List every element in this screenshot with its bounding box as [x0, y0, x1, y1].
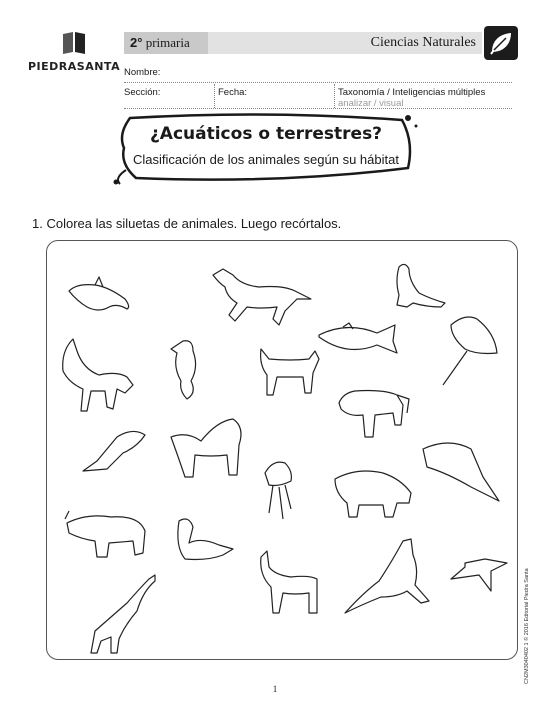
lion-silhouette: [171, 419, 241, 477]
sea-lion-silhouette: [397, 264, 445, 307]
header-bar: [124, 32, 482, 54]
skills-label: analizar / visual: [338, 98, 404, 109]
publisher-logo: [28, 30, 120, 74]
donkey-silhouette: [261, 551, 317, 613]
swan-silhouette: [178, 519, 233, 560]
activity-subtitle: Clasificación de los animales según su hábitat: [133, 152, 399, 167]
squid-silhouette: [83, 431, 145, 471]
date-cell: [214, 84, 334, 108]
instruction-text: 1. Colorea las siluetas de animales. Luego recórtalos.: [32, 216, 342, 231]
topic-label: Taxonomía / Inteligencias múltiples: [338, 87, 486, 98]
section-label: Sección:: [124, 87, 161, 98]
book-icon: [61, 30, 87, 56]
rhinoceros-silhouette: [65, 511, 145, 557]
horse-silhouette: [213, 269, 311, 325]
jellyfish-silhouette: [265, 462, 291, 519]
manta-ray-silhouette: [443, 317, 497, 385]
page-number: 1: [272, 684, 278, 694]
starfish-silhouette: [451, 559, 507, 591]
cutout-sheet: [46, 240, 518, 660]
cat-silhouette: [63, 339, 133, 411]
topic-cell: [334, 84, 512, 108]
grade-word: primaria: [145, 35, 190, 50]
seahorse-silhouette: [171, 341, 196, 399]
tuna-silhouette: [319, 323, 397, 353]
title-banner: [108, 112, 424, 188]
subject-title: Ciencias Naturales: [370, 35, 476, 50]
pig-silhouette: [335, 471, 411, 517]
dog-silhouette: [261, 349, 319, 395]
orca-silhouette: [423, 443, 499, 501]
giraffe-silhouette: [91, 575, 155, 653]
kangaroo-silhouette: [345, 539, 429, 613]
leaf-icon: [484, 26, 518, 60]
dolphin-silhouette: [69, 277, 129, 310]
publisher-name: PIEDRASANTA: [28, 60, 121, 73]
activity-title: ¿Acuáticos o terrestres?: [149, 124, 383, 144]
info-row: [124, 84, 512, 109]
section-cell: [124, 84, 214, 108]
date-label: Fecha:: [218, 87, 248, 98]
elephant-silhouette: [339, 391, 409, 438]
name-label: Nombre:: [124, 67, 161, 78]
copyright-code: CN2M3040402 1 © 2016 Editorial Piedra Santa: [524, 568, 530, 684]
grade-label: [124, 32, 208, 54]
grade-number: 2°: [130, 35, 143, 50]
name-row: [124, 60, 512, 83]
